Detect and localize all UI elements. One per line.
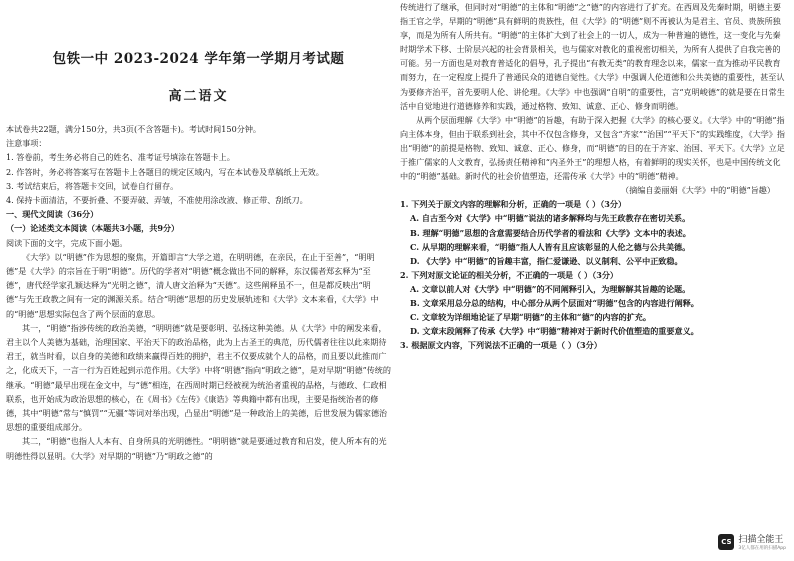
question-option: D. 文章末段阐释了传承《大学》中“明德”精神对于新时代价值塑造的重要意义。 <box>410 326 699 337</box>
exam-subtitle: 高二语文 <box>168 89 229 104</box>
question-stem: 1. 下列关于原文内容的理解和分析，正确的一项是（ ）（3分） <box>400 199 627 210</box>
passage-paragraph: 其一，“明德”指涉传统的政治美德，“明明德”就是要彰明、弘扬这种美德。从《大学》中的阐发来看，君主以个人美德为基础，治理国家、平治天下的政治品格，此为上古圣王的典范，历代儒者往往以此来期待君王，就当时看，以自身的美德和政绩来赢得百姓的拥护，君主不仅要成就个人的品格，而且要以此推而广之，化成天下，一言一行为百姓起到示范作用。《大学》中将“明德”指向“明政之德”，是对早期“明德”传统的继承。“明德”最早出现在金文中，与“德”相连，在西周时期已经被视为统治者重视的品格，与德政、仁政相联系，也开始成为政治思想的核心，在《周书》《左传》《康诰》等典籍中都有出现，主要是指统治者的修德，其中“明德”常与“慎罚”“无疆”等词对举出现，凸显出“明德”是一种政治上的美德，后世发展为儒家德治思想的重要组成部分。 <box>6 322 391 433</box>
right-column <box>400 0 785 561</box>
exam-intro: 本试卷共22题，满分150分，共3页(不含答题卡)。考试时间150分钟。 <box>6 124 262 134</box>
passage-paragraph: 传统进行了继承，但同时对“明德”的主体和“明德”之“德”的内容进行了扩充。在西周及先秦时期，明德主要指王官之学，早期的“明德”具有鲜明的贵族性，但《大学》的“明德”则不再被认为是君主、官员、贵族所独享，而是为所有人所共有。“明德”的主体扩大到了社会上的一切人，成为一种普遍的德性，这一变化与先秦时期学术下移、士阶层兴起的社会背景相关，也与儒家对教化的重视密切相关，为所有人提供了自我完善的可能。另一方面也是对教育普适化的倡导，孔子提出“有教无类”的教育理念以来，儒家一直为推动平民教育而努力，在一定程度上提升了普通民众的道德自觉性。《大学》中强调人伦道德和公共美德的重要性，甚至认为要修齐治平，首先要明人伦、讲伦理。《大学》中也强调“自明”的重要性，言“克明峻德”的就是要在日常生活中自觉地进行道德修养和实践，通过格物、致知、诚意、正心、修身而明德。 <box>400 2 785 111</box>
passage-paragraph: 其二，“明德”也指人人本有、自身所具的光明德性。“明明德”就是要通过教育和启发，使人所本有的光明德性得以显明。《大学》对早期的“明德”乃“明政之德”的 <box>6 436 387 461</box>
question-option: C. 从早期的理解来看，“明德”指人人皆有且应该彰显的人伦之德与公共美德。 <box>410 241 691 252</box>
question-option: C. 文章较为详细地论证了早期“明德”的主体和“德”的内容的扩充。 <box>410 312 651 323</box>
note-item: 2. 作答时，务必将答案写在答题卡上各题目的规定区域内，写在本试卷及草稿纸上无效。 <box>6 166 324 177</box>
question-option: B. 理解“明德”思想的含意需要结合历代学者的看法和《大学》文本中的表述。 <box>410 227 691 238</box>
reading-instruction: 阅读下面的文字，完成下面小题。 <box>6 237 128 248</box>
watermark-app-name: 扫描全能王 <box>738 535 784 545</box>
question-option: A. 文章以前人对《大学》中“明德”的不同阐释引入，为理解解其旨趣的论题。 <box>410 283 691 294</box>
camscanner-logo-icon: CS <box>718 534 734 550</box>
note-item: 1. 答卷前，考生务必将自己的姓名、准考证号填涂在答题卡上。 <box>6 152 235 163</box>
subsection-heading: （一）论述类文本阅读（本题共3小题，共9分） <box>6 223 180 234</box>
question-stem: 2. 下列对原文论证的相关分析，不正确的一项是（ ）（3分） <box>400 269 619 280</box>
question-option: D. 《大学》中“明德”的旨趣丰富，指仁爱谦逊、以义制利、公平中正致稳。 <box>410 255 683 266</box>
section-heading: 一、现代文阅读（36分） <box>6 209 99 220</box>
note-item: 3. 考试结束后，将答题卡交回，试卷自行留存。 <box>6 180 179 191</box>
exam-title: 包铁一中 2023-2024 学年第一学期月考试题 <box>52 51 345 67</box>
notes-title: 注意事项： <box>6 138 47 149</box>
note-item: 4. 保持卡面清洁，不要折叠、不要弄破、弄皱，不准使用涂改液、修正带、刮纸刀。 <box>6 195 308 206</box>
watermark-tagline: 3亿人都在用的扫描App <box>738 546 786 551</box>
question-option: A. 自古至今对《大学》中“明德”说法的诸多解释均与先王政教存在密切关系。 <box>410 213 691 224</box>
scanner-watermark <box>718 532 786 551</box>
passage-paragraph: 从两个层面理解《大学》中“明德”的旨趣，有助于深入把握《大学》的核心要义。《大学》中的“明德”指向主体本身，但由于联系到社会，其中不仅包含修身，又包含“齐家”“治国”“平天下”的实践维度，《大学》指出“明德”的前提是格物、致知、诚意、正心、修身，而“明德”的目的在于齐家、治国、平天下。《大学》立足于推广儒家的人文教育，弘扬责任精神和“内圣外王”的理想人格，有着鲜明的现实关怀，也是中国传统文化中的“明德”基础。新时代的社会价值塑造，还需传承《大学》中的“明德”精神。 <box>400 114 785 182</box>
question-option: B. 文章采用总分总的结构，中心部分从两个层面对“明德”包含的内容进行阐释。 <box>410 297 699 308</box>
question-stem: 3. 根据原文内容，下列说法不正确的一项是（ ）（3分） <box>400 340 602 351</box>
passage-source: （摘编自姜丽娟《大学》中的“明德”旨趣） <box>621 185 775 196</box>
left-column <box>6 0 391 561</box>
passage-paragraph: 《大学》以“明德”作为思想的聚焦，开篇即言“大学之道，在明明德，在亲民，在止于至善”，“明明德”是《大学》的宗旨在于明“明德”。历代的学者对“明德”概念做出不同的解释，东汉儒者郑玄释为“至德”，唐代经学家孔颖达释为“光明之德”，清人唐文治释为“天德”。这些阐释虽不一，但是都反映出“明德”与先王政教之间有一定的渊源关系。结合“明德”思想的历史发展轨迹和《大学》文本来看，《大学》中的“明德”思想实际包含了两个层面的意思。 <box>6 251 379 319</box>
